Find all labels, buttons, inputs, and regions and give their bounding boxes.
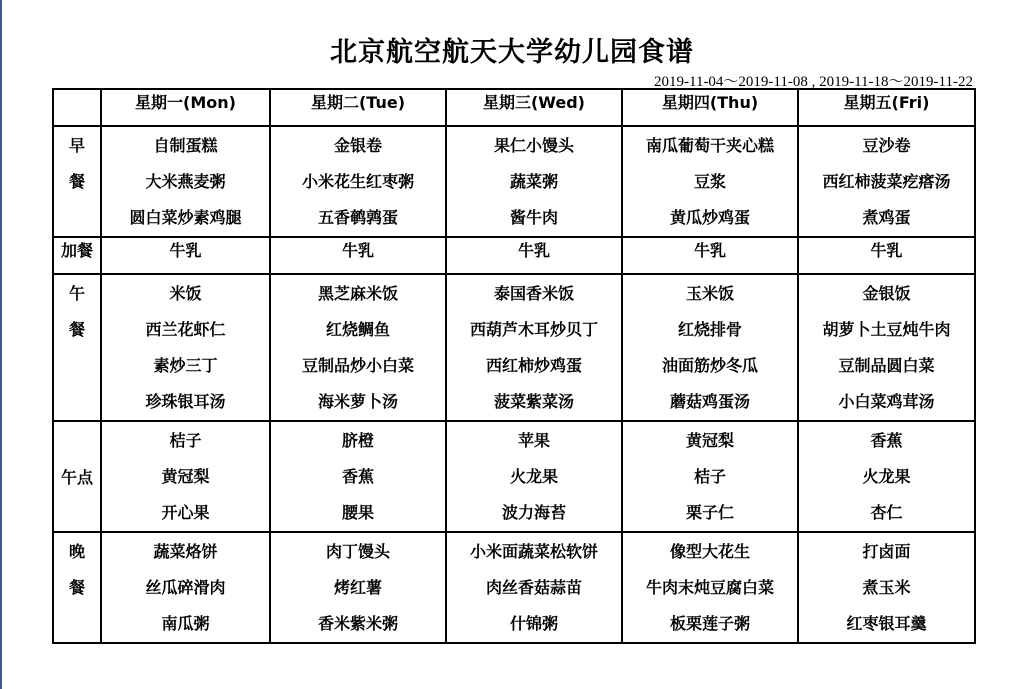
menu-cell: 牛乳 (798, 237, 975, 274)
lunch-row (53, 274, 975, 421)
dish: 豆制品圆白菜 (838, 356, 935, 375)
menu-cell: 牛乳 (622, 237, 798, 274)
dish: 红烧排骨 (677, 320, 742, 339)
dinner-row (53, 532, 975, 643)
dish: 波力海苔 (501, 503, 566, 522)
dish: 像型大花生 (669, 542, 750, 561)
dish: 玉米饭 (685, 284, 734, 303)
dinner-label (53, 532, 101, 643)
label-char: 餐 (68, 172, 85, 191)
dish: 丝瓜碎滑肉 (145, 578, 226, 597)
menu-cell (798, 126, 975, 237)
menu-table (52, 88, 976, 644)
menu-cell (622, 421, 798, 532)
dish: 西兰花虾仁 (145, 320, 226, 339)
dish: 胡萝卜土豆炖牛肉 (822, 320, 951, 339)
menu-cell (622, 274, 798, 421)
dish: 素炒三丁 (153, 356, 218, 375)
menu-cell (622, 532, 798, 643)
label-char: 晚 (68, 542, 85, 561)
menu-cell (270, 274, 446, 421)
dish: 红枣银耳羹 (846, 614, 927, 633)
dish: 豆浆 (693, 172, 726, 191)
dish: 杏仁 (870, 503, 903, 522)
menu-cell (101, 532, 270, 643)
menu-cell (270, 126, 446, 237)
afternoon-label: 午点 (53, 421, 101, 532)
dish: 煮鸡蛋 (862, 208, 911, 227)
dish: 肉丝香菇蒜苗 (485, 578, 582, 597)
dish: 菠菜紫菜汤 (493, 392, 574, 411)
label-char: 餐 (68, 578, 85, 597)
dish: 栗子仁 (685, 503, 734, 522)
dish: 蘑菇鸡蛋汤 (669, 392, 750, 411)
breakfast-label (53, 126, 101, 237)
corner-cell (53, 89, 101, 126)
dish: 蔬菜粥 (509, 172, 558, 191)
date-range: 2019-11-04～2019-11-08 , 2019-11-18～2019-11-22 (654, 74, 973, 90)
dish: 米饭 (169, 284, 202, 303)
dish: 牛肉末炖豆腐白菜 (645, 578, 774, 597)
dish: 香蕉 (341, 467, 374, 486)
dish: 西红柿菠菜疙瘩汤 (822, 172, 951, 191)
dish: 海米萝卜汤 (317, 392, 398, 411)
afternoon-row (53, 421, 975, 532)
dish: 西红柿炒鸡蛋 (485, 356, 582, 375)
dish: 红烧鲷鱼 (325, 320, 390, 339)
dish: 五香鹌鹑蛋 (317, 208, 398, 227)
dish: 圆白菜炒素鸡腿 (129, 208, 242, 227)
dish: 桔子 (693, 467, 726, 486)
menu-cell (270, 421, 446, 532)
dish: 小白菜鸡茸汤 (838, 392, 935, 411)
lunch-label (53, 274, 101, 421)
menu-cell (446, 421, 622, 532)
label-char: 午 (68, 284, 85, 303)
dish: 豆沙卷 (862, 136, 911, 155)
dish: 什锦粥 (509, 614, 558, 633)
dish: 珍珠银耳汤 (145, 392, 226, 411)
dish: 黄冠梨 (685, 431, 734, 450)
day-header: 星期五(Fri) (798, 89, 975, 126)
header-row (53, 89, 975, 126)
dish: 脐橙 (341, 431, 374, 450)
day-header: 星期一(Mon) (101, 89, 270, 126)
dish: 金银饭 (862, 284, 911, 303)
menu-cell: 牛乳 (101, 237, 270, 274)
menu-cell (798, 274, 975, 421)
dish: 自制蛋糕 (153, 136, 218, 155)
menu-cell (622, 126, 798, 237)
dish: 小米面蔬菜松软饼 (469, 542, 598, 561)
dish: 豆制品炒小白菜 (301, 356, 414, 375)
dish: 酱牛肉 (509, 208, 558, 227)
snack-row (53, 237, 975, 274)
day-header: 星期四(Thu) (622, 89, 798, 126)
dish: 苹果 (517, 431, 550, 450)
menu-cell (101, 126, 270, 237)
menu-cell: 牛乳 (270, 237, 446, 274)
dish: 南瓜粥 (161, 614, 210, 633)
dish: 蔬菜烙饼 (153, 542, 218, 561)
dish: 火龙果 (509, 467, 558, 486)
dish: 黄瓜炒鸡蛋 (669, 208, 750, 227)
menu-cell (446, 532, 622, 643)
day-header: 星期二(Tue) (270, 89, 446, 126)
dish: 泰国香米饭 (493, 284, 574, 303)
menu-cell (446, 126, 622, 237)
dish: 煮玉米 (862, 578, 911, 597)
dish: 香米紫米粥 (317, 614, 398, 633)
menu-cell (101, 274, 270, 421)
menu-cell (446, 274, 622, 421)
dish: 桔子 (169, 431, 202, 450)
dish: 开心果 (161, 503, 210, 522)
window-left-edge (0, 0, 2, 689)
dish: 南瓜葡萄干夹心糕 (645, 136, 774, 155)
menu-cell (798, 532, 975, 643)
day-header: 星期三(Wed) (446, 89, 622, 126)
menu-cell (101, 421, 270, 532)
dish: 火龙果 (862, 467, 911, 486)
menu-cell (798, 421, 975, 532)
dish: 大米燕麦粥 (145, 172, 226, 191)
dish: 肉丁馒头 (325, 542, 390, 561)
breakfast-row (53, 126, 975, 237)
label-char: 早 (68, 136, 85, 155)
menu-cell: 牛乳 (446, 237, 622, 274)
dish: 黄冠梨 (161, 467, 210, 486)
dish: 小米花生红枣粥 (301, 172, 414, 191)
dish: 板栗莲子粥 (669, 614, 750, 633)
dish: 烤红薯 (333, 578, 382, 597)
dish: 油面筋炒冬瓜 (661, 356, 758, 375)
menu-cell (270, 532, 446, 643)
dish: 西葫芦木耳炒贝丁 (469, 320, 598, 339)
dish: 香蕉 (870, 431, 903, 450)
dish: 金银卷 (333, 136, 382, 155)
page-title: 北京航空航天大学幼儿园食谱 (330, 37, 694, 68)
dish: 腰果 (341, 503, 374, 522)
dish: 黑芝麻米饭 (317, 284, 398, 303)
dish: 打卤面 (862, 542, 911, 561)
label-char: 餐 (68, 320, 85, 339)
snack-label: 加餐 (53, 237, 101, 274)
dish: 果仁小馒头 (493, 136, 574, 155)
